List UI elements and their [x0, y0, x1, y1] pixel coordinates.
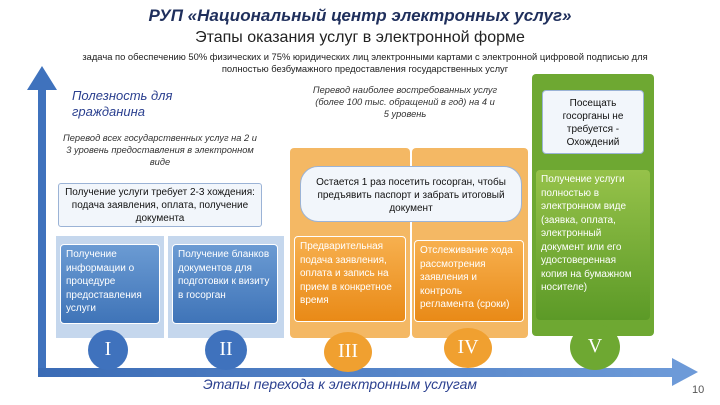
note-transfer-2-3: Перевод всех государственных услуг на 2 и 3 уровень предоставления в электронном виде	[63, 133, 257, 167]
task-description: задача по обеспечению 50% физических и 75% юридических лиц электронными картами с электронной цифровой подписью для полностью безбумажного предоставления государственных услуг	[82, 51, 648, 74]
stage-3-box: Предварительная подача заявления, оплата и запись на прием в конкретное время	[294, 236, 406, 322]
x-axis-label: Этапы перехода к электронным услугам	[203, 376, 477, 392]
step-no-visit: Посещать госорганы не требуется - Охождений	[542, 90, 644, 154]
stage-5-numeral: V	[570, 324, 620, 370]
step-visits-2-3: Получение услуги требует 2-3 хождения: подача заявления, оплата, получение документа	[58, 183, 262, 227]
stage-1-box: Получение информации о процедуре предоставления услуги	[60, 244, 160, 324]
stage-1-numeral: I	[88, 330, 128, 370]
stage-2-numeral: II	[205, 330, 247, 370]
step-visit-once: Остается 1 раз посетить госорган, чтобы предъявить паспорт и забрать итоговый документ	[300, 166, 522, 222]
stage-5-box: Получение услуги полностью в электронном виде (заявка, оплата, электронный документ или его удостоверенная копия на бумажном носителе)	[536, 170, 650, 320]
stage-2-box: Получение бланков документов для подготовки к визиту в госорган	[172, 244, 278, 324]
stage-3-numeral: III	[324, 332, 372, 372]
page-subtitle: Этапы оказания услуг в электронной форме	[195, 29, 525, 46]
stage-4-numeral: IV	[444, 328, 492, 368]
benefit-axis-label: Полезность для гражданина	[72, 88, 173, 119]
page-number: 10	[692, 384, 705, 396]
page-title: РУП «Национальный центр электронных услуг»	[148, 6, 572, 25]
note-transfer-popular: Перевод наиболее востребованных услуг (более 100 тыс. обращений в год) на 4 и 5 уровень	[312, 85, 498, 119]
stage-4-box: Отслеживание хода рассмотрения заявления и контроль регламента (сроки)	[414, 240, 524, 322]
